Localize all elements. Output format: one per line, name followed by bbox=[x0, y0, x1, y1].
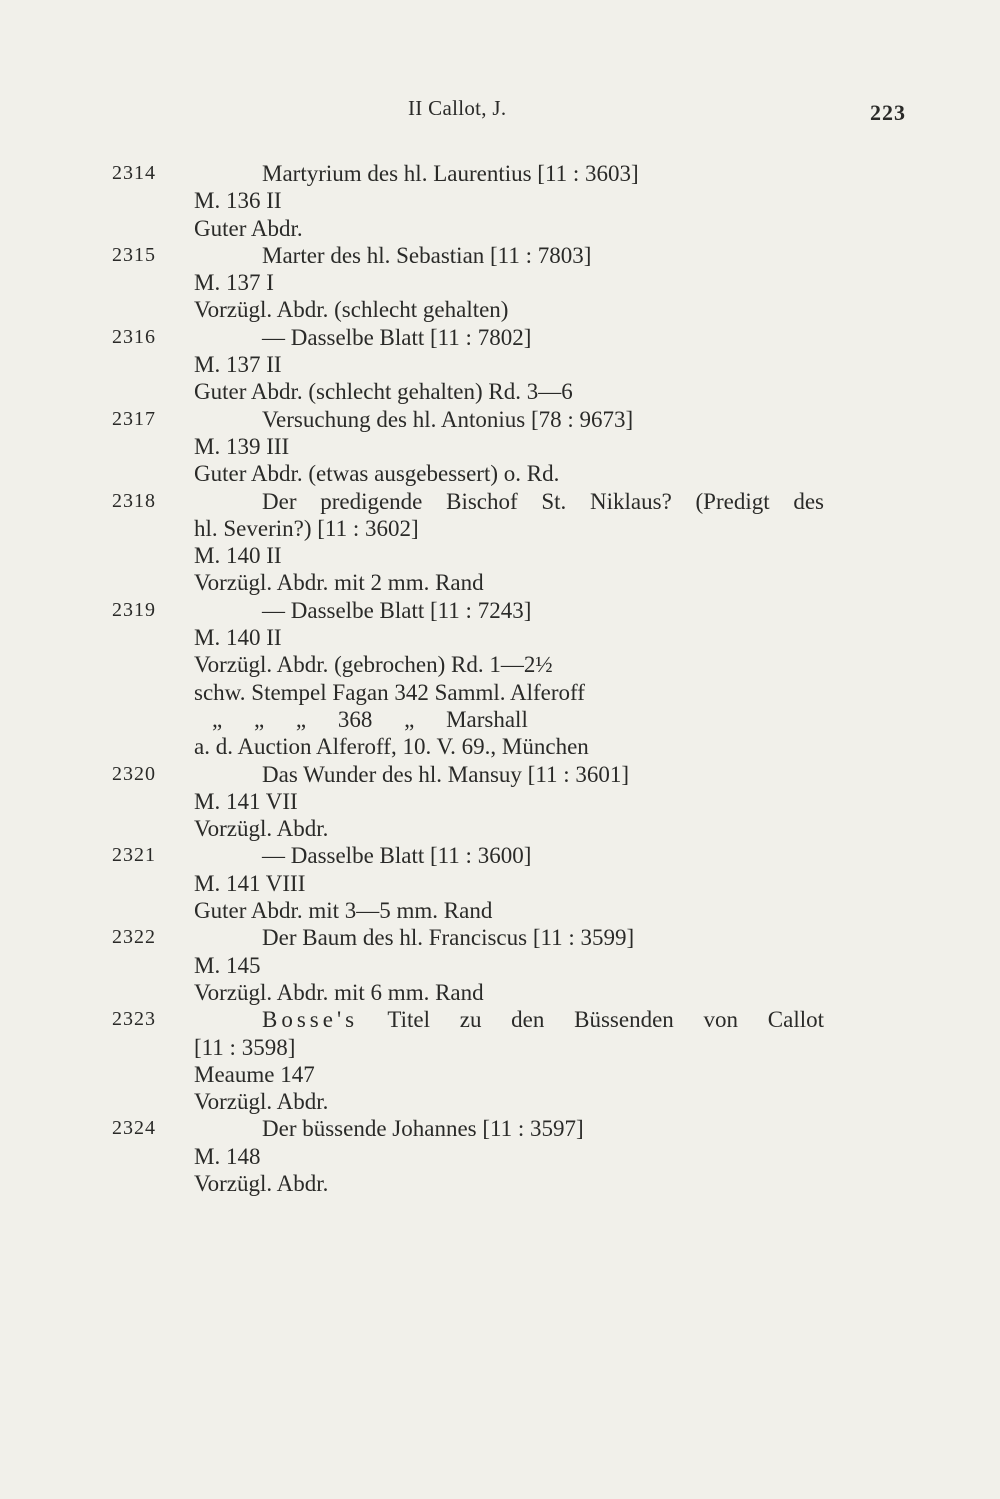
entry-condition: Vorzügl. Abdr. mit 2 mm. Rand bbox=[194, 570, 484, 596]
entry-title: Der predigende Bischof St. Niklaus? (Predigt des bbox=[262, 488, 824, 514]
entry-provenance: schw. Stempel Fagan 342 Samml. Alferoff bbox=[194, 679, 585, 705]
entry-auction-note: a. d. Auction Alferoff, 10. V. 69., München bbox=[194, 734, 589, 760]
entry-reference: Meaume 147 bbox=[194, 1061, 315, 1087]
entry-title: — Dasselbe Blatt [11 : 7243] bbox=[262, 597, 532, 623]
running-head: II Callot, J. bbox=[408, 96, 507, 120]
lot-number: 2320 bbox=[112, 762, 156, 785]
lot-number: 2316 bbox=[112, 325, 156, 348]
lot-number: 2318 bbox=[112, 489, 156, 512]
entry-reference: M. 137 II bbox=[194, 352, 282, 378]
entry-reference: M. 137 I bbox=[194, 270, 274, 296]
catalog-entry-2314 bbox=[112, 160, 824, 242]
entry-title: Martyrium des hl. Laurentius [11 : 3603] bbox=[262, 161, 639, 186]
lot-number: 2315 bbox=[112, 243, 156, 266]
lot-number: 2324 bbox=[112, 1117, 156, 1140]
entry-condition: Vorzügl. Abdr. bbox=[194, 816, 329, 842]
entry-title: Der büssende Johannes [11 : 3597] bbox=[262, 1116, 584, 1142]
entry-inventory-number: [11 : 3598] bbox=[194, 1034, 296, 1060]
entry-condition: Guter Abdr. bbox=[194, 215, 303, 241]
lot-number: 2317 bbox=[112, 407, 156, 430]
catalog-entry-2321 bbox=[112, 842, 824, 924]
lot-number: 2319 bbox=[112, 598, 156, 621]
entry-reference: M. 140 II bbox=[194, 625, 282, 651]
entry-title-row bbox=[112, 1006, 824, 1033]
entry-provenance-ditto: „ „ „ 368 „ Marshall bbox=[212, 706, 528, 732]
entry-reference: M. 140 II bbox=[194, 543, 282, 569]
page-number: 223 bbox=[870, 100, 906, 125]
lot-number: 2321 bbox=[112, 844, 156, 867]
catalog-entry-2320 bbox=[112, 761, 824, 843]
catalog-entry-2317 bbox=[112, 406, 824, 488]
entry-condition: Vorzügl. Abdr. (schlecht gehalten) bbox=[194, 297, 509, 323]
entry-title: — Dasselbe Blatt [11 : 7802] bbox=[262, 324, 532, 350]
entry-title-continuation: hl. Severin?) [11 : 3602] bbox=[194, 515, 419, 541]
lot-number: 2323 bbox=[112, 1008, 156, 1031]
entry-reference: M. 148 bbox=[194, 1143, 261, 1169]
entry-title: Marter des hl. Sebastian [11 : 7803] bbox=[262, 242, 592, 268]
entry-title: Das Wunder des hl. Mansuy [11 : 3601] bbox=[262, 761, 630, 787]
lot-number: 2314 bbox=[112, 162, 156, 184]
catalog-entries bbox=[112, 160, 824, 1197]
entry-reference: M. 141 VIII bbox=[194, 870, 306, 896]
catalog-entry-2318 bbox=[112, 488, 824, 597]
catalog-entry-2316 bbox=[112, 324, 824, 406]
entry-condition: Vorzügl. Abdr. bbox=[194, 1170, 329, 1196]
entry-condition: Vorzügl. Abdr. mit 6 mm. Rand bbox=[194, 979, 484, 1005]
lot-number: 2322 bbox=[112, 926, 156, 949]
entry-reference: M. 145 bbox=[194, 952, 261, 978]
catalog-entry-2319 bbox=[112, 597, 824, 761]
entry-reference: M. 136 II bbox=[194, 188, 282, 214]
entry-reference: M. 141 VII bbox=[194, 788, 298, 814]
catalog-entry-2324 bbox=[112, 1115, 824, 1197]
entry-reference: M. 139 III bbox=[194, 433, 290, 459]
entry-title-author: Bosse's bbox=[262, 1007, 359, 1033]
catalog-entry-2315 bbox=[112, 242, 824, 324]
catalog-entry-2323 bbox=[112, 1006, 824, 1115]
entry-condition: Guter Abdr. mit 3—5 mm. Rand bbox=[194, 898, 493, 924]
entry-title: — Dasselbe Blatt [11 : 3600] bbox=[262, 843, 532, 869]
catalog-entry-2322 bbox=[112, 924, 824, 1006]
entry-title: Der Baum des hl. Franciscus [11 : 3599] bbox=[262, 925, 635, 951]
entry-condition: Vorzügl. Abdr. (gebrochen) Rd. 1—2½ bbox=[194, 652, 553, 678]
entry-condition: Guter Abdr. (schlecht gehalten) Rd. 3—6 bbox=[194, 379, 573, 405]
entry-title: Titel zu den Büssenden von Callot bbox=[387, 1007, 824, 1033]
entry-condition: Guter Abdr. (etwas ausgebessert) o. Rd. bbox=[194, 461, 560, 487]
entry-title: Versuchung des hl. Antonius [78 : 9673] bbox=[262, 406, 634, 432]
entry-condition: Vorzügl. Abdr. bbox=[194, 1089, 329, 1115]
